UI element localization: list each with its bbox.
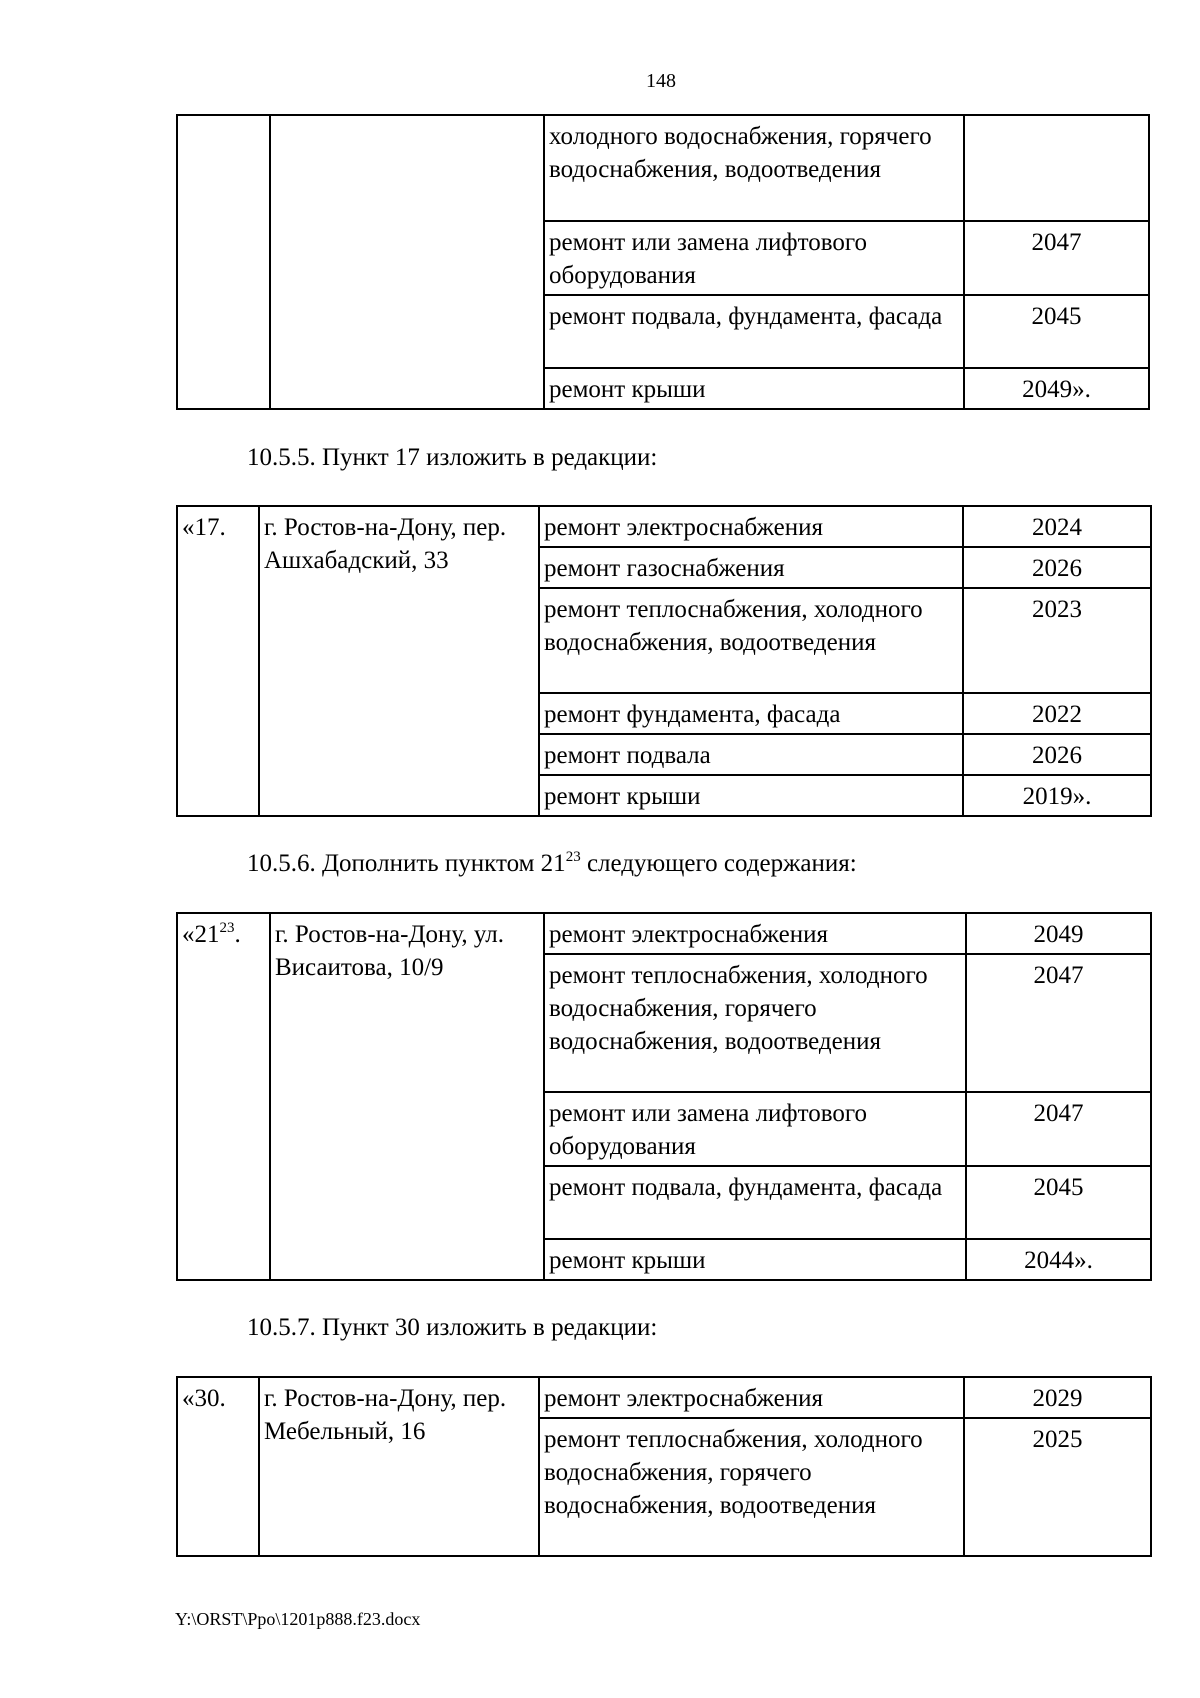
year-cell: 2044». <box>966 1239 1151 1280</box>
table-row <box>177 115 1149 221</box>
work-cell: ремонт подвала, фундамента, фасада <box>544 295 964 368</box>
item-number-cell <box>177 913 270 1280</box>
item-number-superscript: 23 <box>219 920 235 936</box>
year-cell: 2047 <box>966 954 1151 1092</box>
address-cell: г. Ростов-на-Дону, ул. Висаитова, 10/9 <box>270 913 544 1280</box>
year-cell: 2025 <box>964 1418 1151 1556</box>
work-cell: ремонт крыши <box>539 775 963 816</box>
heading-superscript: 23 <box>565 849 581 865</box>
work-cell: ремонт фундамента, фасада <box>539 693 963 734</box>
item-number-cell: «17. <box>177 506 259 816</box>
table-continued <box>176 114 1150 410</box>
table-item-17 <box>176 505 1152 817</box>
year-cell: 2023 <box>963 588 1151 693</box>
work-cell: холодного водоснабжения, горячего водоснабжения, водоотведения <box>544 115 964 221</box>
work-cell: ремонт газоснабжения <box>539 547 963 588</box>
work-cell: ремонт подвала <box>539 734 963 775</box>
item-number-dot: . <box>234 921 241 948</box>
year-cell: 2045 <box>964 295 1149 368</box>
work-cell: ремонт теплоснабжения, холодного водоснабжения, горячего водоснабжения, водоотведения <box>539 1418 964 1556</box>
page-number: 148 <box>646 70 676 92</box>
work-cell: ремонт теплоснабжения, холодного водоснабжения, водоотведения <box>539 588 963 693</box>
year-cell: 2026 <box>963 547 1151 588</box>
work-cell: ремонт крыши <box>544 1239 966 1280</box>
year-cell <box>964 115 1149 221</box>
table-item-30 <box>176 1376 1152 1557</box>
table-row <box>177 913 1151 954</box>
heading-text: 10.5.6. Дополнить пунктом 21 <box>247 850 566 877</box>
address-cell: г. Ростов-на-Дону, пер. Мебельный, 16 <box>259 1377 539 1556</box>
year-cell: 2019». <box>963 775 1151 816</box>
table-item-21-23 <box>176 912 1152 1281</box>
work-cell: ремонт электроснабжения <box>539 1377 964 1418</box>
year-cell: 2029 <box>964 1377 1151 1418</box>
work-cell: ремонт электроснабжения <box>539 506 963 547</box>
section-heading-10-5-5: 10.5.5. Пункт 17 изложить в редакции: <box>247 444 658 471</box>
address-cell <box>270 115 544 409</box>
item-number-cell: «30. <box>177 1377 259 1556</box>
item-number: «21 <box>182 921 220 948</box>
year-cell: 2024 <box>963 506 1151 547</box>
work-cell: ремонт или замена лифтового оборудования <box>544 221 964 295</box>
year-cell: 2026 <box>963 734 1151 775</box>
work-cell: ремонт электроснабжения <box>544 913 966 954</box>
file-path-footer: Y:\ORST\Ppo\1201p888.f23.docx <box>175 1609 421 1629</box>
item-number-cell <box>177 115 270 409</box>
year-cell: 2022 <box>963 693 1151 734</box>
table-row <box>177 1377 1151 1418</box>
year-cell: 2049 <box>966 913 1151 954</box>
year-cell: 2045 <box>966 1166 1151 1239</box>
table-row <box>177 506 1151 547</box>
section-heading-10-5-6 <box>247 848 857 880</box>
work-cell: ремонт или замена лифтового оборудования <box>544 1092 966 1166</box>
work-cell: ремонт крыши <box>544 368 964 409</box>
address-cell: г. Ростов-на-Дону, пер. Ашхабадский, 33 <box>259 506 539 816</box>
heading-text-rest: следующего содержания: <box>580 850 857 877</box>
year-cell: 2049». <box>964 368 1149 409</box>
year-cell: 2047 <box>966 1092 1151 1166</box>
year-cell: 2047 <box>964 221 1149 295</box>
section-heading-10-5-7: 10.5.7. Пункт 30 изложить в редакции: <box>247 1314 658 1341</box>
work-cell: ремонт теплоснабжения, холодного водоснабжения, горячего водоснабжения, водоотведения <box>544 954 966 1092</box>
work-cell: ремонт подвала, фундамента, фасада <box>544 1166 966 1239</box>
